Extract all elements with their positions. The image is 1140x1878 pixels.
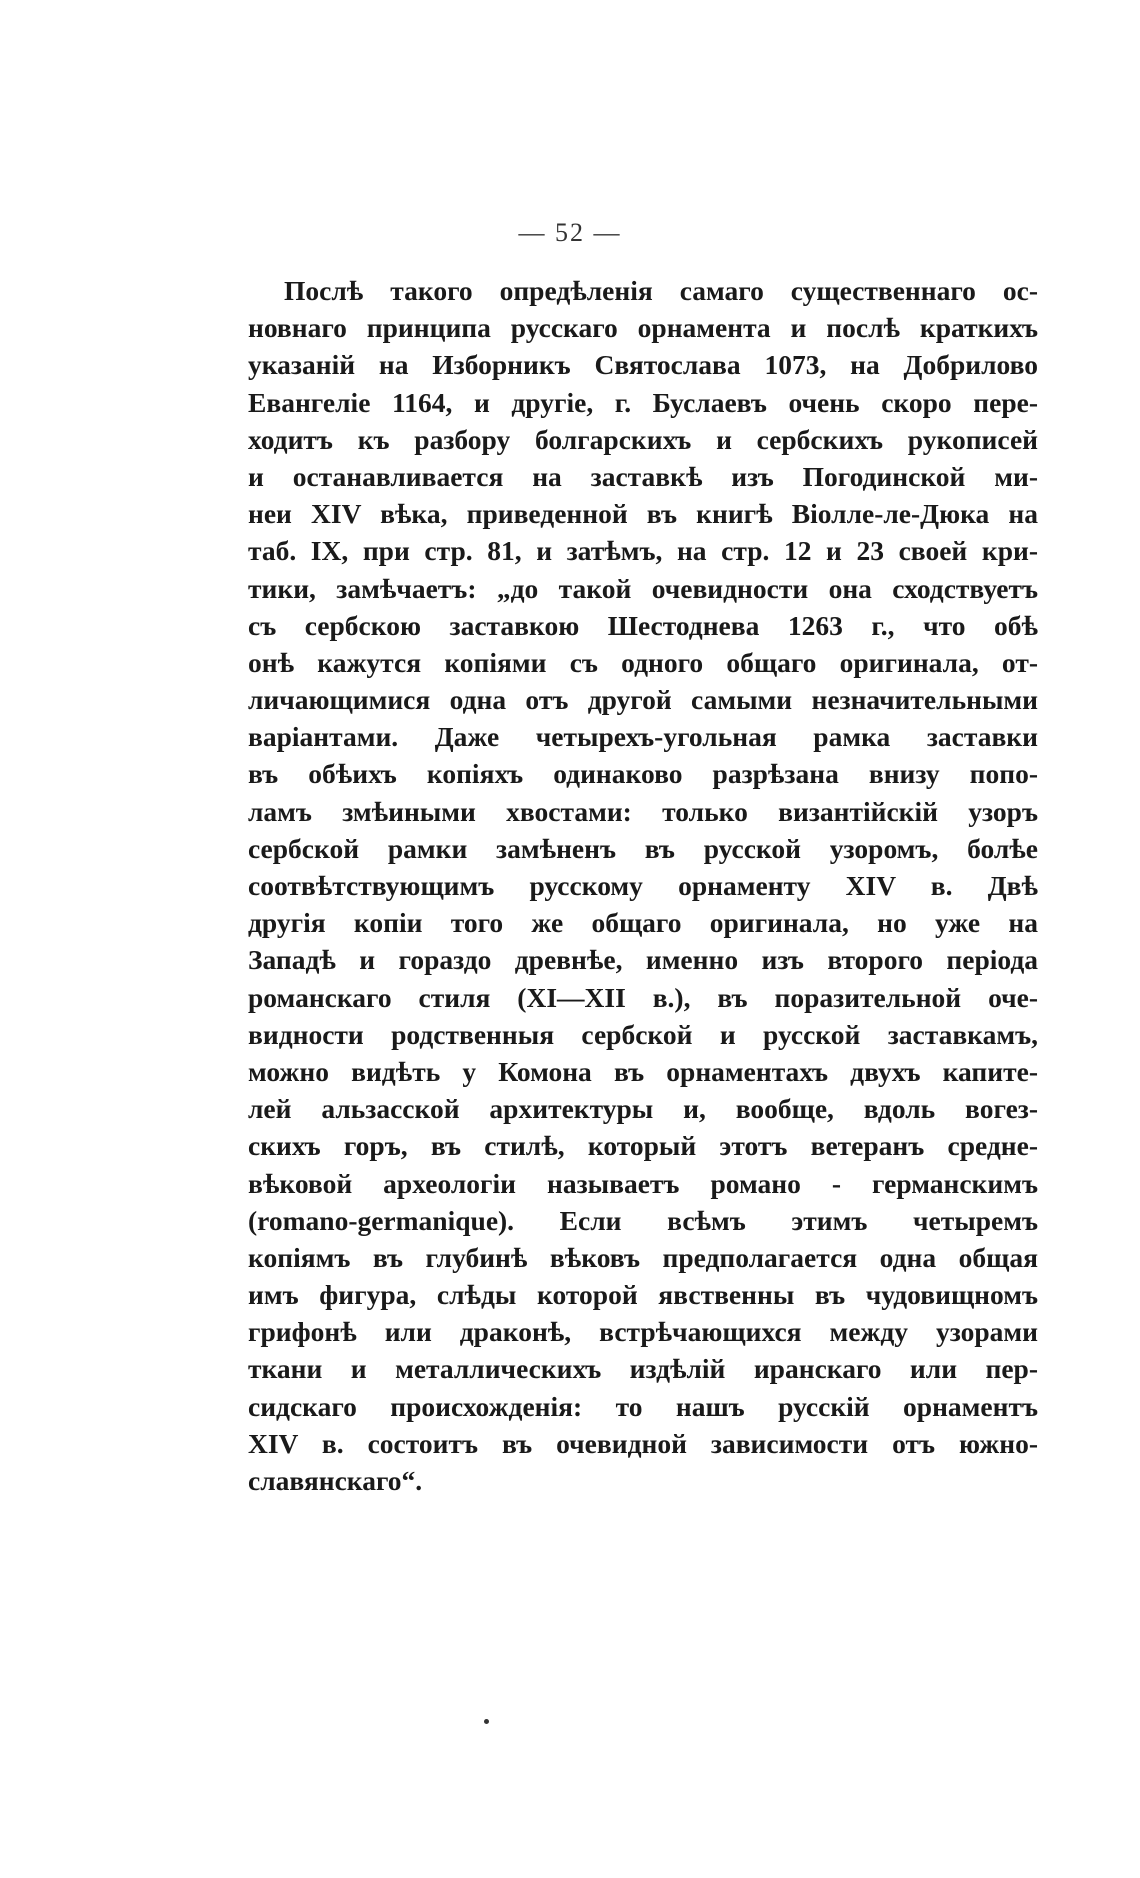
text-line: скихъ горъ, въ стилѣ, который этотъ ветеранъ средне- [248, 1130, 1038, 1162]
text-line: онѣ кажутся копіями съ одного общаго оригинала, от- [248, 646, 1038, 678]
text-line: въ обѣихъ копіяхъ одинаково разрѣзана внизу попо- [248, 758, 1038, 790]
text-line: и останавливается на заставкѣ изъ Погодинской ми- [248, 460, 1038, 492]
text-line: ходитъ къ разбору болгарскихъ и сербскихъ рукописей [248, 423, 1038, 455]
text-line: славянскаго“. [248, 1465, 423, 1496]
text-line: романскаго стиля (XI—XII в.), въ поразительной оче- [248, 981, 1038, 1013]
text-line: съ сербскою заставкою Шестоднева 1263 г., что обѣ [248, 609, 1038, 641]
text-line: Евангеліе 1164, и другіе, г. Буслаевъ очень скоро пере- [248, 386, 1038, 418]
text-line: Послѣ такого опредѣленія самаго существеннаго ос- [284, 275, 1038, 306]
text-line: другія копіи того же общаго оригинала, но уже на [248, 907, 1038, 939]
text-line: ткани и металлическихъ издѣлій иранскаго или пер- [248, 1353, 1038, 1385]
body-paragraph [248, 272, 1038, 1499]
text-line: таб. IX, при стр. 81, и затѣмъ, на стр. 12 и 23 своей кри- [248, 535, 1038, 567]
text-line: тики, замѣчаетъ: „до такой очевидности она сходствуетъ [248, 572, 1038, 604]
text-line: сербской рамки замѣненъ въ русской узоромъ, болѣе [248, 832, 1038, 864]
text-line: XIV в. состоитъ въ очевидной зависимости отъ южно- [248, 1427, 1038, 1459]
print-speck [484, 1719, 489, 1724]
text-line: указаній на Изборникъ Святослава 1073, на Добрилово [248, 349, 1038, 381]
text-line: грифонѣ или драконѣ, встрѣчающихся между узорами [248, 1316, 1038, 1348]
text-line: Западѣ и гораздо древнѣе, именно изъ второго періода [248, 944, 1038, 976]
text-line: можно видѣть у Комона въ орнаментахъ двухъ капите- [248, 1055, 1038, 1087]
text-line: соотвѣтствующимъ русскому орнаменту XIV в. Двѣ [248, 870, 1038, 901]
text-line: копіямъ въ глубинѣ вѣковъ предполагается одна общая [248, 1241, 1038, 1273]
text-line: новнаго принципа русскаго орнамента и послѣ краткихъ [248, 312, 1038, 344]
text-line: (romano-germanique). Если всѣмъ этимъ четыремъ [248, 1204, 1038, 1236]
text-line: лей альзасской архитектуры и, вообще, вдоль вогез- [248, 1093, 1038, 1125]
text-line: имъ фигура, слѣды которой явственны въ чудовищномъ [248, 1279, 1038, 1311]
text-line: варіантами. Даже четырехъ-угольная рамка заставки [248, 721, 1038, 753]
text-line: личающимися одна отъ другой самыми незначительными [248, 684, 1038, 716]
text-line: сидскаго происхожденія: то нашъ русскій орнаментъ [248, 1390, 1038, 1422]
text-line: неи XIV вѣка, приведенной въ книгѣ Віолле-ле-Дюка на [248, 498, 1038, 530]
text-line: ламъ змѣиными хвостами: только византійскій узоръ [248, 795, 1038, 827]
text-line: вѣковой археологіи называетъ романо - германскимъ [248, 1167, 1038, 1199]
page-number: — 52 — [518, 218, 622, 247]
text-line: видности родственныя сербской и русской заставкамъ, [248, 1018, 1038, 1050]
